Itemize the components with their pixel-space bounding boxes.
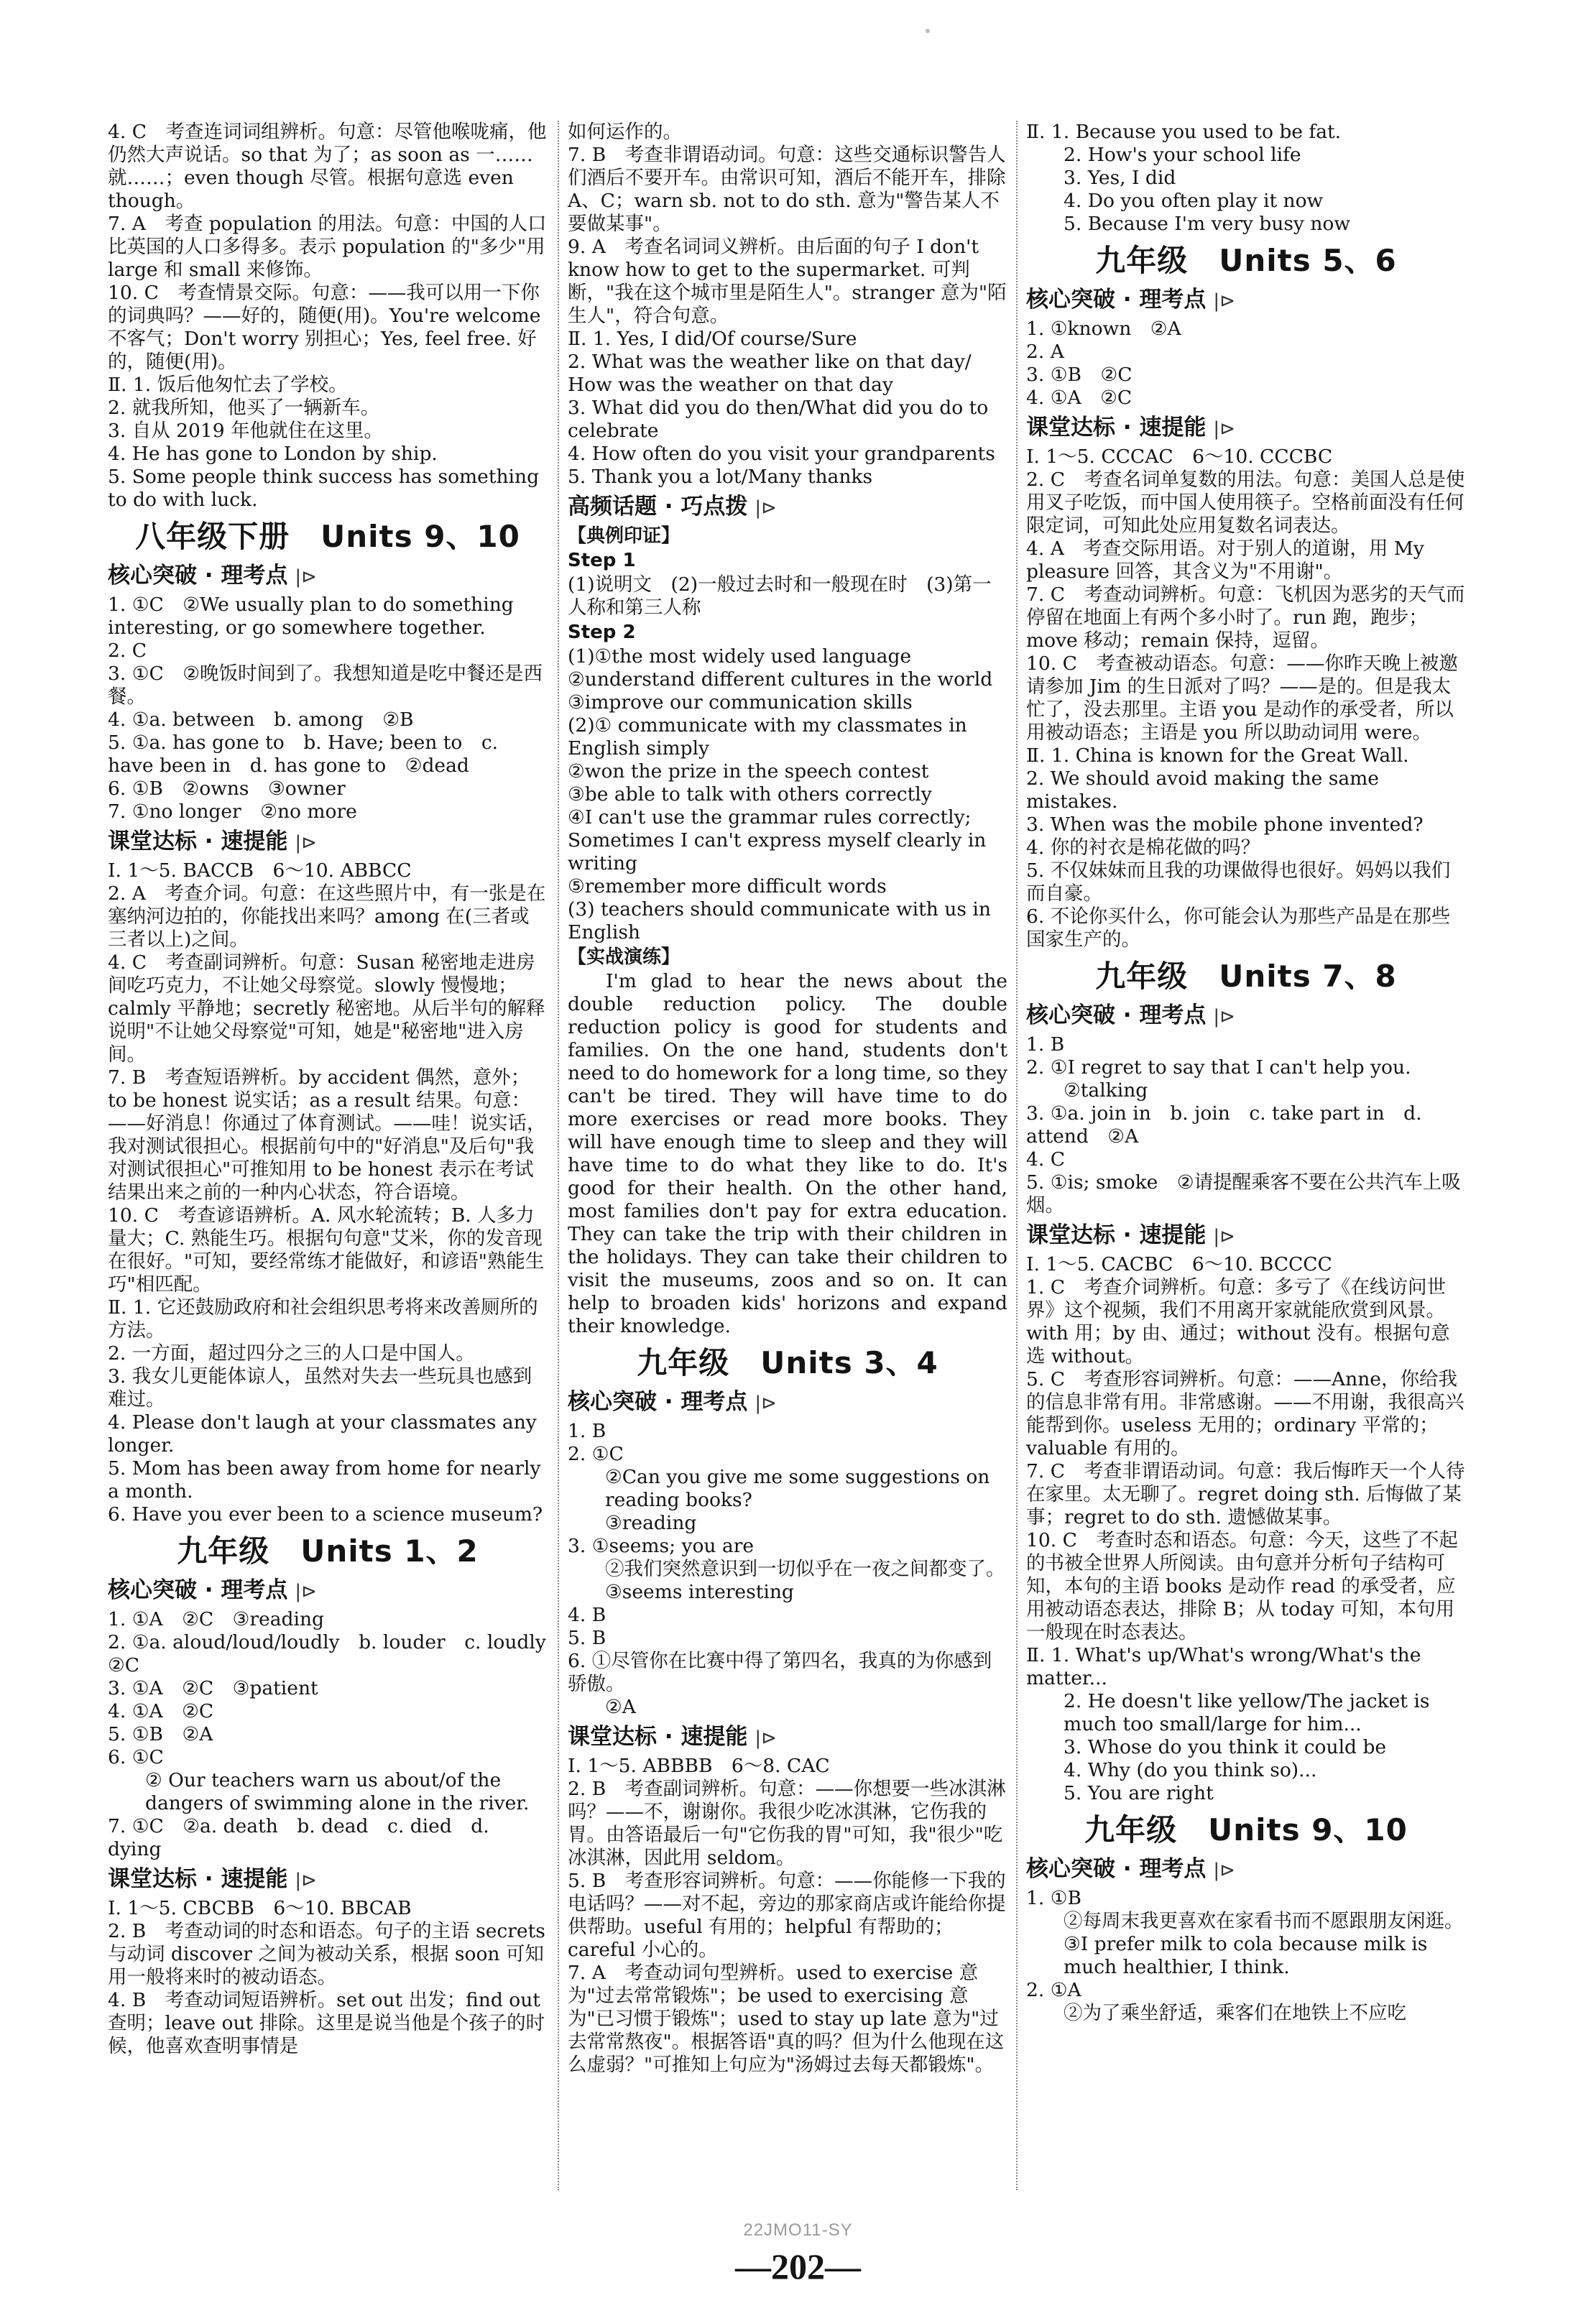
answer-item: ② Our teachers warn us about/of the dangers of swimming alone in the river. (145, 1769, 530, 1814)
answer-item: 4. Why (do you think so)... (1064, 1759, 1317, 1781)
answer-item: 4. 你的衬衣是棉花做的吗？ (1026, 836, 1260, 859)
answer-item: 4. B 考查动词短语辨析。set out 出发；find out 查明；leave out 排除。这里是说当他是个孩子的时候，他喜欢查明事情是 (108, 1989, 545, 2057)
section-heading: 九年级 Units 9、10 (1084, 1812, 1408, 1847)
answer-item: 10. C 考查情景交际。句意：——我可以用一下你的词典吗？——好的，随便(用)。You're welcome 不客气；Don't worry 别担心；Yes, feel free. 好的，随便(用)。 (108, 282, 541, 373)
answer-item: Ⅰ. 1～5. CACBC 6～10. BCCCC (1026, 1253, 1332, 1275)
answer-item: ③improve our communication skills (568, 691, 913, 714)
answer-item: 3. 自从 2019 年他就住在这里。 (108, 420, 383, 442)
section-heading: 八年级下册 Units 9、10 (135, 519, 520, 554)
answer-item: 4. B (568, 1604, 606, 1626)
answer-item: ②won the prize in the speech contest (568, 760, 929, 783)
answer-item: 4. He has gone to London by ship. (108, 443, 438, 465)
subsection-title: 核心突破 · 理考点 (108, 563, 288, 589)
answer-item: ④I can't use the grammar rules correctly; Sometimes I can't express myself clearly in writing (568, 806, 987, 875)
answer-item: 4. Please don't laugh at your classmates any longer. (108, 1411, 537, 1457)
play-arrow-icon: |⊳ (755, 1727, 777, 1749)
play-arrow-icon: |⊳ (1213, 290, 1235, 312)
subsection-heading (108, 1864, 548, 1896)
answer-item: Ⅰ. 1～5. ABBBB 6～8. CAC (568, 1755, 830, 1777)
play-arrow-icon: |⊳ (1213, 1006, 1235, 1028)
subsection-heading (1026, 412, 1466, 444)
answer-item: 6. ①C (108, 1746, 164, 1768)
answer-item: (2)① communicate with my classmates in English simply (568, 714, 967, 760)
subsection-title: 高频话题 · 巧点拨 (568, 494, 748, 520)
subsection-title: 核心突破 · 理考点 (1026, 1002, 1207, 1028)
answer-item: ③I prefer milk to cola because milk is much healthier, I think. (1064, 1933, 1428, 1978)
section-heading: 九年级 Units 1、2 (177, 1533, 479, 1569)
answer-item: Ⅱ. 1. 饭后他匆忙去了学校。 (108, 374, 348, 396)
answer-item: (3) teachers should communicate with us in English (568, 898, 991, 943)
play-arrow-icon: |⊳ (1213, 1226, 1235, 1247)
subsection-title: 课堂达标 · 速提能 (108, 1866, 288, 1892)
answer-item: 7. B 考查非谓语动词。句意：这些交通标识警告人们酒后不要开车。由常识可知，酒后不能开车，排除 A、C；warn sb. not to do sth. 意为"警告某人不要做某事"。 (568, 144, 1006, 235)
play-arrow-icon: |⊳ (295, 1581, 317, 1602)
answer-item: 3. Whose do you think it could be (1064, 1736, 1387, 1758)
answer-item: 6. 不论你买什么，你可能会认为那些产品是在那些国家生产的。 (1026, 905, 1451, 951)
answer-item: 2. 就我所知，他买了一辆新车。 (108, 397, 380, 419)
answer-item: 6. Have you ever been to a science museum? (108, 1503, 543, 1526)
answer-item: 2. We should avoid making the same mistakes. (1026, 767, 1379, 813)
answer-item: 3. ①a. join in b. join c. take part in d. attend ②A (1026, 1102, 1422, 1148)
subsection-title: 核心突破 · 理考点 (1026, 1856, 1207, 1882)
subsection-heading (108, 826, 548, 858)
essay-paragraph: I'm glad to hear the news about the double reduction policy. The double reduction policy is good for students and families. On the one hand, students don't need to do homework for a long time, so they can't be tired. They will have time to do more exercises or read more books. They will have enough time to sleep and they will have time to do what they like to do. It's good for their health. On the other hand, most families don't pay for extra education. They can take the trip with their children in the holidays. They can take their children to visit the museums, zoos and so on. It can help to broaden kids' horizons and expand their knowledge. (568, 970, 1007, 1337)
answer-item: 2. ①A (1026, 1979, 1081, 2001)
answer-item: 5. Some people think success has something to do with luck. (108, 466, 540, 511)
answer-item: 5. ①a. has gone to b. Have; been to c. have been in d. has gone to ②dead (108, 732, 499, 777)
answer-item: 2. ①a. aloud/loud/loudly b. louder c. loudly ②C (108, 1631, 566, 1676)
answer-item: 2. B 考查副词辨析。句意：——你想要一些冰淇淋吗？——不，谢谢你。我很少吃冰淇淋，它伤我的胃。由答语最后一句"它伤我的胃"可知，我"很少"吃冰淇淋，因此用 seldom。 (568, 1778, 1006, 1869)
answer-item: 7. ①no longer ②no more (108, 800, 357, 823)
column-middle (568, 121, 1007, 2219)
answer-item: 7. A 考查动词句型辨析。used to exercise 意为"过去常常锻炼"；be used to exercising 意为"已习惯于锻炼"；used to stay up late 意为"过去常常熬夜"。根据答语"真的吗？但为什么他现在这么虚弱？"可推知上句应为"汤姆过去每天都锻炼"。 (568, 1962, 1005, 2076)
answer-item: (1)说明文 (2)一般过去时和一般现在时 (3)第一人称和第三人称 (568, 573, 992, 619)
answer-item: 3. ①A ②C ③patient (108, 1677, 318, 1699)
column-divider (558, 121, 559, 2190)
answer-item: 7. C 考查动词辨析。句意：飞机因为恶劣的天气而停留在地面上有两个多小时了。run 跑，跑步；move 移动；remain 保持，逗留。 (1026, 583, 1465, 652)
answer-item: 4. ①a. between b. among ②B (108, 709, 414, 731)
answer-item: (1)①the most widely used language (568, 645, 912, 668)
subsection-title: 课堂达标 · 速提能 (108, 829, 288, 854)
answer-item: 7. ①C ②a. death b. dead c. died d. dying (108, 1815, 489, 1860)
answer-item: 7. B 考查短语辨析。by accident 偶然，意外；to be honest 说实话；as a result 结果。句意：——好消息！你通过了体育测试。——哇！说实话，我对测试很担心。根据前句中的"好消息"及后句"我对测试很担心"可推知用 to be honest 表示在考试结果出来之前的一种内心状态，符合语境。 (108, 1066, 546, 1204)
answer-item: 5. ①is; smoke ②请提醒乘客不要在公共汽车上吸烟。 (1026, 1171, 1461, 1217)
answer-item: ③reading (605, 1512, 697, 1534)
subsection-title: 核心突破 · 理考点 (568, 1389, 748, 1415)
play-arrow-icon: |⊳ (295, 1870, 317, 1891)
answer-item: 2. A (1026, 341, 1064, 363)
answer-item: 4. How often do you visit your grandparents (568, 443, 995, 465)
answer-item: 6. ①B ②owns ③owner (108, 777, 346, 800)
page-footer (0, 2220, 1596, 2288)
answer-item: ③seems interesting (605, 1581, 794, 1603)
label-heading: 【典例印证】 (568, 525, 681, 547)
column-right (1026, 121, 1466, 2219)
subsection-heading (1026, 285, 1466, 316)
answer-item: 5. Mom has been away from home for nearly a month. (108, 1457, 541, 1503)
answer-item: 4. C (1026, 1148, 1065, 1171)
answer-item: Ⅰ. 1～5. CCCAC 6～10. CCCBC (1026, 446, 1333, 468)
answer-item: 3. ①seems; you are (568, 1535, 755, 1557)
answer-item: ②understand different cultures in the world (568, 668, 993, 691)
answer-item: Ⅱ. 1. What's up/What's wrong/What's the matter... (1026, 1644, 1421, 1689)
play-arrow-icon: |⊳ (755, 497, 777, 519)
answer-item: 10. C 考查时态和语态。句意：今天，这些了不起的书被全世界人所阅读。由句意并分析句子结构可知，本句的主语 books 是动作 read 的承受者，应用被动语态表达，排除 B；从 today 可知，本句用一般现在时态表达。 (1026, 1529, 1458, 1643)
answer-item: Ⅰ. 1～5. CBCBB 6～10. BBCAB (108, 1897, 412, 1919)
answer-item: ⑤remember more difficult words (568, 875, 887, 898)
answer-item: 4. A 考查交际用语。对于别人的道谢，用 My pleasure 回答，其含义为"不用谢"。 (1026, 537, 1424, 583)
answer-item: 5. B 考查形容词辨析。句意：——你能修一下我的电话吗？——对不起，旁边的那家商店或许能给你提供帮助。useful 有用的；helpful 有帮助的；careful 小心的。 (568, 1870, 1006, 1961)
answer-item: 5. C 考查形容词辨析。句意：——Anne，你给我的信息非常有用。非常感谢。——不用谢，我很高兴能帮到你。useless 无用的；ordinary 平常的；valuable 有用的。 (1026, 1368, 1464, 1459)
answer-item: 5. Thank you a lot/Many thanks (568, 466, 873, 488)
answer-item: 1. ①B (1026, 1887, 1081, 1909)
answer-item: ②Can you give me some suggestions on reading books? (605, 1466, 990, 1511)
label-heading: Step 1 (568, 550, 636, 571)
answer-item: 2. C 考查名词单复数的用法。句意：美国人总是使用叉子吃饭，而中国人使用筷子。空格前面没有任何限定词，可知此处应用复数名词表达。 (1026, 469, 1465, 537)
label-heading: 【实战演练】 (568, 946, 681, 968)
answer-item: 1. B (1026, 1033, 1065, 1056)
answer-item: 4. ①A ②C (1026, 387, 1133, 409)
answer-item: ②为了乘坐舒适，乘客们在地铁上不应吃 (1064, 2002, 1406, 2024)
answer-item: 5. B (568, 1627, 606, 1649)
answer-item: 1. B (568, 1420, 606, 1442)
answer-item: ②A (605, 1696, 636, 1718)
answer-item: ②talking (1064, 1079, 1148, 1102)
answer-item: 2. How's your school life (1064, 144, 1301, 166)
answer-item: 2. C (108, 640, 147, 662)
answer-item: 4. Do you often play it now (1064, 190, 1324, 212)
play-arrow-icon: |⊳ (1213, 1860, 1235, 1881)
subsection-heading (1026, 1854, 1466, 1886)
answer-item: Ⅱ. 1. 它还鼓励政府和社会组织思考将来改善厕所的方法。 (108, 1296, 538, 1342)
answer-item: 4. C 考查连词词组辨析。句意：尽管他喉咙痛，他仍然大声说话。so that 为了；as soon as 一……就……；even though 尽管。根据句意选 even though。 (108, 121, 547, 212)
column-left (108, 121, 566, 2219)
answer-item: Ⅰ. 1～5. BACCB 6～10. ABBCC (108, 859, 412, 882)
answer-item: 4. C 考查副词辨析。句意：Susan 秘密地走进房间吃巧克力，不让她父母察觉。slowly 慢慢地；calmly 平静地；secretly 秘密地。从后半句的解释说明"不让她父母察觉"可知，她是"秘密地"进入房间。 (108, 951, 545, 1066)
answer-item: 2. B 考查动词的时态和语态。句子的主语 secrets 与动词 discover 之间为被动关系，根据 soon 可知用一般将来时的被动语态。 (108, 1920, 545, 1988)
answer-item: 1. ①known ②A (1026, 318, 1181, 340)
answer-item: 2. ①C (568, 1443, 624, 1465)
subsection-title: 核心突破 · 理考点 (108, 1577, 288, 1603)
answer-item: 2. What was the weather like on that day/ How was the weather on that day (568, 351, 972, 396)
print-code: 22JMO11-SY (743, 2220, 853, 2240)
answer-item: 3. What did you do then/What did you do to celebrate (568, 397, 989, 442)
subsection-heading (568, 1722, 1007, 1753)
answer-item: 2. 一方面，超过四分之三的人口是中国人。 (108, 1342, 475, 1365)
answer-item: 7. C 考查非谓语动词。句意：我后悔昨天一个人待在家里。太无聊了。regret doing sth. 后悔做了某事；regret to do sth. 遗憾做某事。 (1026, 1460, 1465, 1528)
answer-item: 5. 不仅妹妹而且我的功课做得也很好。妈妈以我们而自豪。 (1026, 859, 1451, 905)
answer-item: 1. ①A ②C ③reading (108, 1608, 325, 1630)
answer-item: Ⅱ. 1. Because you used to be fat. (1026, 121, 1342, 143)
play-arrow-icon: |⊳ (1213, 418, 1235, 440)
answer-item: 3. When was the mobile phone invented? (1026, 813, 1424, 836)
answer-item: 3. ①C ②晚饭时间到了。我想知道是吃中餐还是西餐。 (108, 663, 543, 708)
answer-item: 3. ①B ②C (1026, 364, 1133, 386)
answer-item: 5. You are right (1064, 1782, 1214, 1804)
subsection-heading (568, 1387, 1007, 1418)
answer-item: 4. ①A ②C (108, 1700, 214, 1722)
answer-item: ③be able to talk with others correctly (568, 783, 932, 806)
answer-item: 2. He doesn't like yellow/The jacket is much too small/large for him... (1064, 1690, 1430, 1735)
subsection-heading (108, 560, 548, 592)
section-heading: 九年级 Units 3、4 (637, 1345, 938, 1380)
answer-item: Ⅱ. 1. Yes, I did/Of course/Sure (568, 328, 857, 350)
answer-item: 5. Because I'm very busy now (1064, 213, 1351, 235)
subsection-heading (568, 492, 1007, 523)
answer-item: 5. ①B ②A (108, 1723, 213, 1745)
play-arrow-icon: |⊳ (295, 566, 317, 588)
column-divider (1016, 121, 1018, 2190)
page-number: —202— (735, 2246, 861, 2287)
answer-item: ②我们突然意识到一切似乎在一夜之间都变了。 (605, 1558, 1005, 1580)
answer-item: 10. C 考查谚语辨析。A. 风水轮流转；B. 人多力量大；C. 熟能生巧。根据句句意"艾米，你的发音现在很好。"可知，要经常练才能做好，和谚语"熟能生巧"相匹配。 (108, 1204, 545, 1296)
play-arrow-icon: |⊳ (295, 832, 317, 854)
section-heading: 九年级 Units 7、8 (1095, 959, 1397, 994)
subsection-heading (108, 1575, 548, 1607)
answer-item: 1. C 考查介词辨析。句意：多亏了《在线访问世界》这个视频，我们不用离开家就能欣赏到风景。with 用；by 由、通过；without 没有。根据句意选 without。 (1026, 1276, 1450, 1367)
subsection-title: 课堂达标 · 速提能 (1026, 415, 1207, 440)
label-heading: Step 2 (568, 622, 636, 643)
answer-item: 1. ①C ②We usually plan to do something interesting, or go somewhere together. (108, 594, 514, 639)
scan-speck (926, 29, 930, 33)
subsection-title: 核心突破 · 理考点 (1026, 287, 1207, 313)
answer-item: 9. A 考查名词词义辨析。由后面的句子 I don't know how to get to the supermarket. 可判断，"我在这个城市里是陌生人"。stranger 意为"陌生人"，符合句意。 (568, 236, 1007, 327)
answer-item: 7. A 考查 population 的用法。句意：中国的人口比英国的人口多得多。表示 population 的"多少"用 large 和 small 来修饰。 (108, 213, 547, 281)
answer-item: 2. A 考查介词。句意：在这些照片中，有一张是在塞纳河边拍的，你能找出来吗？among 在(三者或三者以上)之间。 (108, 882, 546, 951)
answer-item: Ⅱ. 1. China is known for the Great Wall. (1026, 744, 1409, 767)
answer-item: ②每周末我更喜欢在家看书而不愿跟朋友闲逛。 (1064, 1910, 1464, 1932)
play-arrow-icon: |⊳ (755, 1393, 777, 1414)
answer-item: 3. Yes, I did (1064, 167, 1176, 189)
subsection-heading (1026, 1220, 1466, 1252)
answer-item: 如何运作的。 (568, 121, 682, 143)
answer-item: 10. C 考查被动语态。句意：——你昨天晚上被邀请参加 Jim 的生日派对了吗？——是的。但是我太忙了，没去那里。主语 you 是动作的承受者，所以用被动语态；主语是 you 所以助动词用 were。 (1026, 652, 1458, 744)
subsection-title: 课堂达标 · 速提能 (1026, 1222, 1207, 1248)
section-heading: 九年级 Units 5、6 (1095, 243, 1397, 278)
subsection-title: 课堂达标 · 速提能 (568, 1724, 748, 1750)
answer-item: 6. ①尽管你在比赛中得了第四名，我真的为你感到骄傲。 (568, 1650, 992, 1695)
answer-item: 2. ①I regret to say that I can't help you. (1026, 1056, 1411, 1079)
answer-item: 3. 我女儿更能体谅人，虽然对失去一些玩具也感到难过。 (108, 1365, 532, 1411)
subsection-heading (1026, 1000, 1466, 1032)
